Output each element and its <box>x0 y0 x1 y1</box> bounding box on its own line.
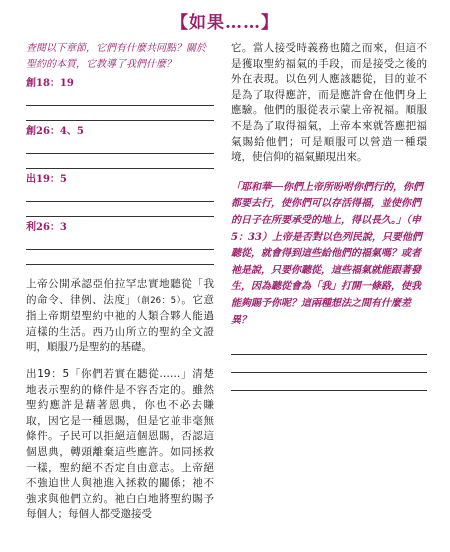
reference-block <box>26 221 214 265</box>
paragraph-text: 。它意指上帝期望聖約中祂的人類合夥人能過這樣的生活。西乃山所立的聖約全文證明，順服乃是聖約的基礎。 <box>26 293 215 354</box>
answer-line[interactable] <box>26 202 214 217</box>
answer-line[interactable] <box>26 154 214 169</box>
scripture-reference: 創18：19 <box>26 78 74 89</box>
paragraph-text: 上帝公開承認亞伯拉罕忠實地聽從「我的命令、律例、法度」 <box>26 278 214 306</box>
right-column <box>231 41 427 391</box>
commentary-paragraph: 出19：5「你們若實在聽從……」清楚地表示聖約的條件是不容否定的。雖然聖約應許是藉著恩典，你也不必去賺取，因它是一種恩賜，但是它並非毫無條件。子民可以拒絕這個恩賜，否認這個恩典，轉頭離棄這些應許。如同拯救一樣，聖約絕不否定自由意志。上帝絕不強迫世人與祂進入拯救的關係；祂不強求與他們立約。祂白白地將聖約賜予每個人；每個人都受邀接受 <box>26 367 214 521</box>
study-question: 查閱以下章節，它們有什麼共同點？關於聖約的本質，它教導了我們什麼？ <box>26 43 206 70</box>
answer-line[interactable] <box>26 139 214 154</box>
answer-lines <box>231 337 427 391</box>
scripture-reference: 創26：4、5 <box>26 126 84 137</box>
inline-reference: （創26：5） <box>136 295 182 306</box>
answer-line[interactable] <box>26 187 214 202</box>
reference-block <box>26 77 214 121</box>
commentary-paragraph <box>26 277 214 356</box>
answer-line[interactable] <box>26 106 214 121</box>
reference-block <box>26 125 214 169</box>
commentary-paragraph: 它。當人接受時義務也隨之而來，但這不是獲取聖約福氣的手段，而是接受之後的外在表現。以色列人應該聽從，目的並不是為了取得應許，而是應許會在他們身上應驗。他們的服從表示蒙上帝祝福。順服不是為了取得福氣，上帝本來就答應把福氣賜給他們；可是順服可以營造一種環境，使信仰的福氣顯現出來。 <box>231 42 427 164</box>
scripture-reference: 利26：3 <box>26 222 67 233</box>
answer-line[interactable] <box>26 250 214 265</box>
section-title: 【如果……】 <box>171 13 279 33</box>
answer-line[interactable] <box>26 235 214 250</box>
answer-line[interactable] <box>26 91 214 106</box>
scripture-quote-question: 「耶和華──你們上帝所吩咐你們行的，你們都要去行，使你們可以存活得福，並使你們的日子在所要承受的地上，得以長久。」（申5：33）上帝是否對以色列民說，只要他們聽從，就會得到這些給他們的福氣嗎？或者祂是說，只要你聽從，這些福氣就能跟著發生，因為聽從會為「我」打開一條路，使我能夠賜予你呢？這兩種想法之間有什麼差異？ <box>231 181 424 326</box>
reference-block <box>26 173 214 217</box>
left-column <box>26 41 214 523</box>
answer-line[interactable] <box>231 337 427 355</box>
answer-line[interactable] <box>231 355 427 373</box>
answer-line[interactable] <box>231 373 427 391</box>
scripture-reference: 出19：5 <box>26 174 67 185</box>
